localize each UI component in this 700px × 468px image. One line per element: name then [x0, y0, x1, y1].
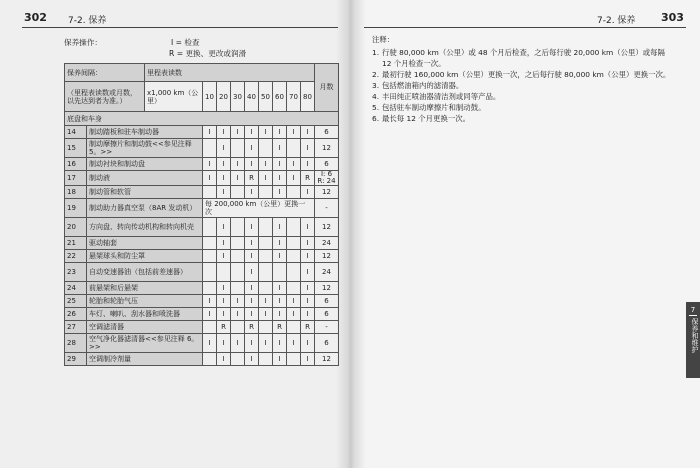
table-row: [65, 353, 339, 366]
header-km-20: 20: [217, 82, 231, 112]
row-cell: [217, 263, 231, 282]
row-cell: I: [301, 218, 315, 237]
row-cell: I: [301, 295, 315, 308]
page-number: 303: [661, 11, 684, 24]
row-item: 制动衬块和制动盘: [87, 158, 203, 171]
row-cell: [259, 237, 273, 250]
row-cell: I: [301, 186, 315, 199]
row-cell: I: [231, 334, 245, 353]
row-months: 12: [315, 353, 339, 366]
row-cell: I: [301, 282, 315, 295]
row-cell: [287, 139, 301, 158]
row-cell: I: [301, 139, 315, 158]
row-cell: I: [203, 126, 217, 139]
row-cell: I: [217, 139, 231, 158]
row-cell: I: [245, 282, 259, 295]
row-item: 空调制冷剂量: [87, 353, 203, 366]
row-cell: I: [301, 158, 315, 171]
row-cell: [203, 237, 217, 250]
row-cell: I: [245, 186, 259, 199]
row-cell: R: [301, 321, 315, 334]
row-cell: I: [217, 171, 231, 186]
row-cell: I: [301, 353, 315, 366]
header-km-30: 30: [231, 82, 245, 112]
row-cell: [287, 250, 301, 263]
row-interval-text: 每 200,000 km（公里）更换一次: [203, 199, 315, 218]
row-cell: I: [203, 295, 217, 308]
header-km-10: 10: [203, 82, 217, 112]
row-cell: I: [301, 308, 315, 321]
row-item: 自动变速器油（包括前差速器）: [87, 263, 203, 282]
row-cell: [259, 139, 273, 158]
row-item: 制动摩擦片和制动鼓<<参见注释 5。>>: [87, 139, 203, 158]
row-cell: [231, 186, 245, 199]
table-section-row: [65, 112, 339, 126]
row-cell: [203, 186, 217, 199]
row-months: I: 6 R: 24: [315, 171, 339, 186]
row-cell: [231, 282, 245, 295]
row-cell: R: [301, 171, 315, 186]
right-page-header: [350, 8, 700, 28]
chapter-tab: [686, 302, 700, 378]
row-cell: I: [217, 334, 231, 353]
table-row: [65, 295, 339, 308]
row-months: 6: [315, 334, 339, 353]
row-number: 27: [65, 321, 87, 334]
row-item: 驱动轴套: [87, 237, 203, 250]
note-number: 1.: [372, 48, 380, 57]
row-cell: [203, 321, 217, 334]
note-text: 包括燃油箱内的滤清器。: [382, 81, 464, 90]
row-cell: I: [273, 218, 287, 237]
row-cell: I: [217, 250, 231, 263]
row-cell: I: [217, 308, 231, 321]
row-number: 15: [65, 139, 87, 158]
row-cell: I: [273, 295, 287, 308]
row-cell: I: [203, 171, 217, 186]
row-cell: I: [259, 295, 273, 308]
notes-title: 注释：: [372, 35, 395, 44]
row-cell: [231, 139, 245, 158]
row-cell: [273, 263, 287, 282]
row-months: -: [315, 199, 339, 218]
row-cell: [231, 353, 245, 366]
row-cell: [259, 250, 273, 263]
row-cell: [203, 353, 217, 366]
row-number: 23: [65, 263, 87, 282]
row-cell: [231, 218, 245, 237]
header-rule: [22, 27, 338, 28]
row-cell: I: [245, 263, 259, 282]
row-cell: [259, 186, 273, 199]
row-cell: I: [245, 139, 259, 158]
row-cell: [231, 321, 245, 334]
row-cell: [231, 250, 245, 263]
row-item: 方向盘、转向传动机构和转向机壳: [87, 218, 203, 237]
row-number: 14: [65, 126, 87, 139]
row-cell: I: [203, 308, 217, 321]
row-cell: [287, 353, 301, 366]
row-cell: [259, 353, 273, 366]
note-text: 最长每 12 个月更换一次。: [382, 114, 471, 123]
row-item: 前悬架和后悬架: [87, 282, 203, 295]
row-cell: [287, 218, 301, 237]
row-cell: [287, 186, 301, 199]
row-item: 空气净化器滤清器<<参见注释 6。>>: [87, 334, 203, 353]
row-cell: I: [217, 158, 231, 171]
note-text: 行驶 80,000 km（公里）或 48 个月后检查，之后每行驶 20,000 km（公里）或每隔 12 个月检查一次。: [382, 48, 665, 68]
note-number: 4.: [372, 92, 380, 101]
legend-label: 保养操作：: [64, 38, 102, 47]
row-cell: I: [273, 250, 287, 263]
row-months: -: [315, 321, 339, 334]
table-row: [65, 139, 339, 158]
row-cell: I: [245, 334, 259, 353]
note-text: 包括驻车制动摩擦片和制动鼓。: [382, 103, 486, 112]
row-cell: [203, 263, 217, 282]
notes-list: [372, 47, 672, 124]
row-cell: I: [231, 295, 245, 308]
row-cell: [231, 263, 245, 282]
row-cell: I: [217, 295, 231, 308]
row-cell: I: [259, 334, 273, 353]
note-item: [372, 113, 672, 124]
row-cell: [259, 321, 273, 334]
table-row: [65, 250, 339, 263]
row-cell: [287, 237, 301, 250]
row-cell: I: [287, 295, 301, 308]
row-cell: I: [231, 158, 245, 171]
row-cell: I: [217, 218, 231, 237]
row-months: 24: [315, 237, 339, 250]
chapter-number: 7: [690, 306, 696, 314]
table-row: [65, 126, 339, 139]
note-text: 最初行驶 160,000 km（公里）更换一次，之后每行驶 80,000 km（公里）更换一次。: [382, 70, 671, 79]
row-cell: I: [245, 295, 259, 308]
notes-block: [372, 34, 672, 124]
row-cell: [203, 139, 217, 158]
row-cell: [259, 218, 273, 237]
row-cell: I: [273, 237, 287, 250]
note-text: 丰田纯正喷油器清洁剂或同等产品。: [382, 92, 501, 101]
row-cell: I: [301, 126, 315, 139]
row-cell: [203, 218, 217, 237]
table-row: [65, 308, 339, 321]
row-item: 制动管和软管: [87, 186, 203, 199]
row-months: 6: [315, 158, 339, 171]
note-number: 3.: [372, 81, 380, 90]
row-cell: I: [217, 186, 231, 199]
row-number: 26: [65, 308, 87, 321]
row-cell: I: [301, 263, 315, 282]
row-cell: I: [287, 334, 301, 353]
row-cell: I: [259, 126, 273, 139]
note-item: [372, 80, 672, 91]
header-odometer: 里程表读数: [145, 64, 315, 82]
row-number: 24: [65, 282, 87, 295]
left-page-header: [0, 8, 350, 28]
row-cell: I: [231, 308, 245, 321]
row-number: 28: [65, 334, 87, 353]
table-row: [65, 186, 339, 199]
row-cell: I: [217, 282, 231, 295]
row-cell: I: [217, 126, 231, 139]
row-cell: I: [231, 126, 245, 139]
note-item: [372, 69, 672, 80]
row-cell: I: [203, 158, 217, 171]
note-item: [372, 47, 672, 69]
row-cell: I: [273, 282, 287, 295]
row-cell: I: [259, 158, 273, 171]
row-cell: [287, 282, 301, 295]
chapter-label: 保养和维护: [691, 318, 699, 353]
row-cell: R: [245, 321, 259, 334]
row-cell: I: [287, 126, 301, 139]
row-cell: I: [259, 308, 273, 321]
table-row: [65, 282, 339, 295]
row-cell: I: [273, 171, 287, 186]
table-row: [65, 171, 339, 186]
section-title: 7-2. 保养: [68, 16, 107, 26]
row-number: 22: [65, 250, 87, 263]
header-km-80: 80: [301, 82, 315, 112]
section-chassis-body: 底盘和车身: [65, 112, 339, 126]
table-header-row: [65, 64, 339, 82]
row-number: 21: [65, 237, 87, 250]
row-number: 29: [65, 353, 87, 366]
row-cell: I: [273, 334, 287, 353]
table-row: [65, 237, 339, 250]
row-number: 16: [65, 158, 87, 171]
row-cell: I: [231, 171, 245, 186]
row-cell: [231, 237, 245, 250]
row-cell: I: [217, 353, 231, 366]
row-months: 6: [315, 295, 339, 308]
row-cell: I: [259, 171, 273, 186]
row-item: 制动液: [87, 171, 203, 186]
note-number: 2.: [372, 70, 380, 79]
row-cell: R: [245, 171, 259, 186]
page-number: 302: [24, 11, 47, 24]
row-cell: R: [217, 321, 231, 334]
table-row: [65, 263, 339, 282]
row-cell: I: [245, 308, 259, 321]
row-months: 12: [315, 186, 339, 199]
legend-replace: R = 更换、更改或润滑: [169, 49, 247, 58]
header-interval: 保养间隔：: [65, 64, 145, 82]
row-cell: I: [301, 334, 315, 353]
row-cell: I: [203, 334, 217, 353]
row-cell: [203, 250, 217, 263]
row-item: 悬架球头和防尘罩: [87, 250, 203, 263]
row-number: 25: [65, 295, 87, 308]
header-basis: （里程表读数或月数，以先达到者为准。）: [65, 82, 145, 112]
row-cell: I: [245, 353, 259, 366]
row-months: 6: [315, 126, 339, 139]
note-number: 5.: [372, 103, 380, 112]
row-item: 制动助力器真空泵（8AR 发动机）: [87, 199, 203, 218]
row-number: 19: [65, 199, 87, 218]
row-cell: I: [273, 126, 287, 139]
row-months: 24: [315, 263, 339, 282]
row-cell: I: [245, 158, 259, 171]
row-cell: I: [287, 158, 301, 171]
row-months: 12: [315, 282, 339, 295]
row-months: 12: [315, 250, 339, 263]
header-months: 月数: [315, 64, 339, 112]
row-cell: [287, 263, 301, 282]
row-months: 12: [315, 139, 339, 158]
row-cell: I: [245, 250, 259, 263]
header-rule: [364, 27, 686, 28]
header-km-unit: x1,000 km（公里）: [145, 82, 203, 112]
maintenance-table: [64, 63, 339, 366]
note-item: [372, 102, 672, 113]
chapter-tab-rule: [689, 315, 697, 316]
table-row: [65, 158, 339, 171]
row-number: 20: [65, 218, 87, 237]
row-cell: I: [301, 250, 315, 263]
row-number: 17: [65, 171, 87, 186]
row-item: 轮胎和轮胎气压: [87, 295, 203, 308]
row-cell: I: [273, 186, 287, 199]
row-cell: I: [245, 237, 259, 250]
row-cell: [259, 263, 273, 282]
row-cell: I: [287, 171, 301, 186]
row-item: 制动踏板和驻车制动器: [87, 126, 203, 139]
table-subheader-row: [65, 82, 339, 112]
table-row: [65, 321, 339, 334]
legend-inspect: I = 检查: [171, 38, 200, 47]
table-row: [65, 218, 339, 237]
row-item: 车灯、喇叭、刮水器和喷洗器: [87, 308, 203, 321]
row-cell: I: [245, 126, 259, 139]
row-cell: I: [301, 237, 315, 250]
row-cell: I: [273, 353, 287, 366]
header-km-60: 60: [273, 82, 287, 112]
row-cell: I: [287, 308, 301, 321]
row-item: 空调滤清器: [87, 321, 203, 334]
row-cell: I: [217, 237, 231, 250]
header-km-70: 70: [287, 82, 301, 112]
row-cell: I: [273, 139, 287, 158]
note-item: [372, 91, 672, 102]
row-cell: I: [273, 158, 287, 171]
row-cell: I: [273, 308, 287, 321]
row-cell: [259, 282, 273, 295]
row-cell: R: [273, 321, 287, 334]
row-months: 12: [315, 218, 339, 237]
row-months: 6: [315, 308, 339, 321]
header-km-50: 50: [259, 82, 273, 112]
row-cell: [287, 321, 301, 334]
row-number: 18: [65, 186, 87, 199]
table-row: [65, 199, 339, 218]
row-cell: [203, 282, 217, 295]
section-title: 7-2. 保养: [597, 16, 636, 26]
header-km-40: 40: [245, 82, 259, 112]
table-row: [65, 334, 339, 353]
note-number: 6.: [372, 114, 380, 123]
row-cell: I: [245, 218, 259, 237]
